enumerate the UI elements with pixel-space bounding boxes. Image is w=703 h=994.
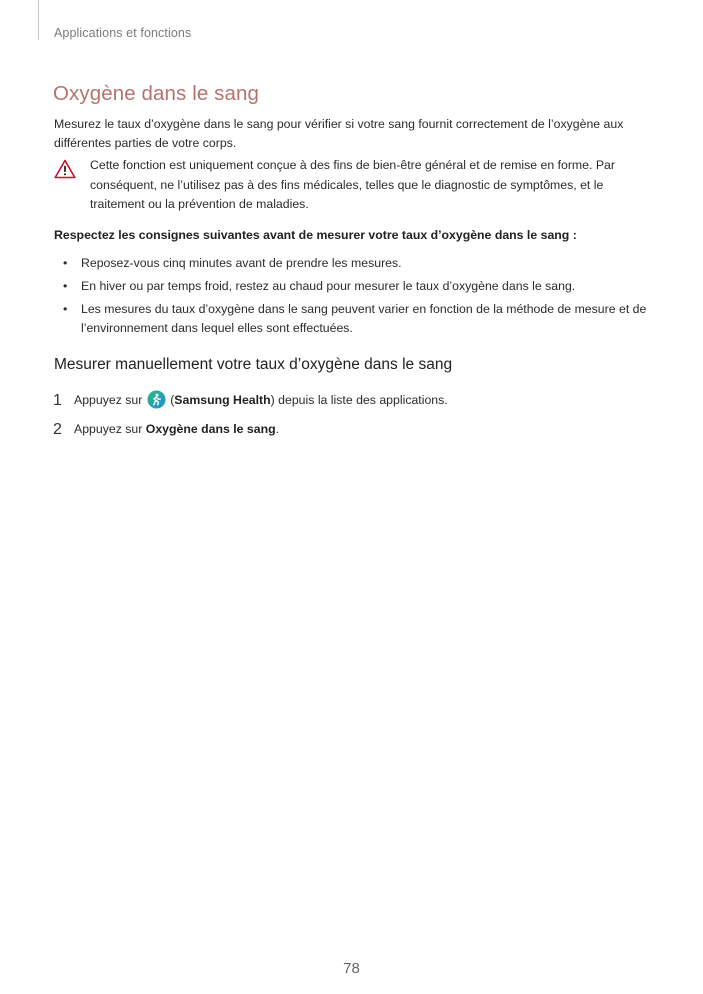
step-text-after: . xyxy=(275,422,280,436)
samsung-health-app-icon xyxy=(147,390,166,409)
app-name: Samsung Health xyxy=(174,393,271,407)
prerequisites-heading: Respectez les consignes suivantes avant de mesurer votre taux d’oxygène dans le sang : xyxy=(54,228,577,242)
list-item xyxy=(54,300,654,338)
list-item-text: Reposez-vous cinq minutes avant de prendre les mesures. xyxy=(81,256,402,270)
list-item-text: En hiver ou par temps froid, restez au chaud pour mesurer le taux d’oxygène dans le sang. xyxy=(81,279,576,293)
list-item xyxy=(54,254,654,273)
step-text-before: Appuyez sur xyxy=(74,393,146,407)
step-text-before: Appuyez sur xyxy=(74,422,146,436)
procedure-step-2 xyxy=(53,419,673,440)
bullet-dot: • xyxy=(63,279,68,293)
page-number: 78 xyxy=(343,960,360,977)
step-number: 1 xyxy=(53,392,62,409)
procedure-heading: Mesurer manuellement votre taux d’oxygène dans le sang xyxy=(54,356,453,373)
menu-target: Oxygène dans le sang xyxy=(145,422,276,436)
step-number: 2 xyxy=(53,421,62,438)
procedure-step-1 xyxy=(53,390,673,411)
bullet-dot: • xyxy=(63,256,68,270)
page-title: Oxygène dans le sang xyxy=(53,82,259,105)
caution-note xyxy=(54,156,654,215)
header-margin-rule xyxy=(38,0,39,40)
caution-text: Cette fonction est uniquement conçue à des fins de bien-être général et de remise en forme. Par conséquent, ne l’utilisez pas à des fins médicales, telles que le diagnostic de symptômes, et le traitement ou la prévention de maladies. xyxy=(90,158,615,211)
warning-triangle-icon xyxy=(54,159,76,179)
list-item-text: Les mesures du taux d’oxygène dans le sang peuvent varier en fonction de la méthode de mesure et de l’environnement dans lequel elles sont effectuées. xyxy=(81,302,647,335)
intro-paragraph: Mesurez le taux d’oxygène dans le sang pour vérifier si votre sang fournit correctement de l’oxygène aux différentes parties de votre corps. xyxy=(54,117,624,150)
bullet-dot: • xyxy=(63,302,68,316)
step-text-open: ( xyxy=(166,393,175,407)
running-header: Applications et fonctions xyxy=(54,26,192,40)
step-text-after: ) depuis la liste des applications. xyxy=(270,393,448,407)
prerequisites-list xyxy=(54,254,654,342)
list-item xyxy=(54,277,654,296)
